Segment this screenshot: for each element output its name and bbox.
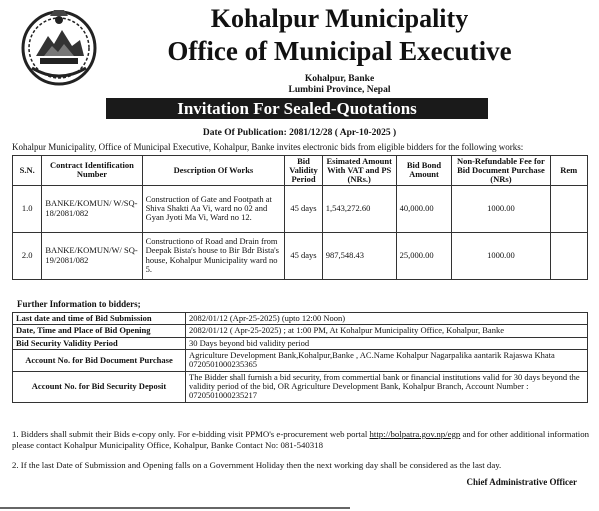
info-label: Date, Time and Place of Bid Opening (13, 325, 186, 337)
table-row (13, 325, 588, 337)
address-line-1: Kohalpur, Banke (304, 74, 375, 84)
cell-estimated-amount: 1,543,272.60 (322, 185, 396, 232)
intro-text: Kohalpur Municipality, Office of Municipal Executive, Kohalpur, Banke invites electronic bids from eligible bidders for the following works: (12, 142, 524, 152)
info-value: The Bidder shall furnish a bid security, from commertial bank or financial institutions valid for 30 days beyond the validity period of the bid, OR Agriculture Development Bank, Kohalpur Branch, Account Number : 0720501000235217 (186, 371, 588, 402)
cell-validity: 45 days (285, 185, 322, 232)
col-header-contract-id: Contract Identification Number (42, 156, 142, 186)
col-header-bid-bond: Bid Bond Amount (396, 156, 452, 186)
publication-date: Date Of Publication: 2081/12/28 ( Apr-10-2025 ) (202, 128, 397, 138)
cell-contract-id: BANKE/KOMUN/W/ SQ-19/2081/082 (42, 232, 142, 279)
info-value: 2082/01/12 ( Apr-25-2025) ; at 1:00 PM, At Kohalpur Municipality Office, Kohalpur, Banke (186, 325, 588, 337)
municipality-name: Kohalpur Municipality (210, 4, 469, 33)
table-header-row (13, 156, 588, 186)
col-header-fee: Non-Refundable Fee for Bid Document Purchase (NRs) (452, 156, 550, 186)
col-header-description: Description Of Works (142, 156, 285, 186)
note-1 (12, 429, 592, 451)
cell-fee: 1000.00 (452, 185, 550, 232)
works-table (12, 155, 588, 280)
table-row (13, 371, 588, 402)
cell-description: Construction of Gate and Footpath at Shiva Shakti Aa Vi, ward no 02 and Gyan Jyoti Ma Vi, Ward no 12. (142, 185, 285, 232)
cell-bid-bond: 25,000.00 (396, 232, 452, 279)
further-info-table (12, 312, 588, 403)
note-2: 2. If the last Date of Submission and Opening falls on a Government Holiday then the next working day shall be considered as the last day. (12, 460, 502, 470)
cell-bid-bond: 40,000.00 (396, 185, 452, 232)
info-value: 30 Days beyond bid validity period (186, 337, 588, 349)
col-header-sn: S.N. (13, 156, 42, 186)
cell-remarks (550, 232, 588, 279)
notice-title-banner: Invitation For Sealed-Quotations (106, 98, 488, 119)
note-1-text-pre: 1. Bidders shall submit their Bids e-copy only. For e-bidding visit PPMO's e-procurement web portal (12, 429, 370, 439)
egp-portal-link[interactable]: http://bolpatra.gov.np/egp (369, 429, 461, 439)
info-label: Account No. for Bid Document Purchase (13, 350, 186, 372)
note-1-text-post: and for other additional information please contact Kohalpur Municipality Office, Kohalpur, Banke Contact No: 081-540318 (12, 429, 590, 450)
col-header-validity: Bid Validity Period (285, 156, 322, 186)
table-row (13, 337, 588, 349)
col-header-estimated-amount: Esimated Amount With VAT and PS (NRs.) (322, 156, 396, 186)
table-row (13, 185, 588, 232)
address-line-2: Lumbini Province, Nepal (288, 85, 391, 95)
info-label: Account No. for Bid Security Deposit (13, 371, 186, 402)
info-label: Bid Security Validity Period (13, 337, 186, 349)
cell-remarks (550, 185, 588, 232)
col-header-remarks: Rem (550, 156, 588, 186)
cell-sn: 1.0 (13, 185, 42, 232)
signature: Chief Administrative Officer (466, 477, 577, 487)
table-row (13, 313, 588, 325)
cell-description: Constructiono of Road and Drain from Deepak Bista's house to Bir Bdr Bista's house, Kohalpur Municipality ward no 5. (142, 232, 285, 279)
further-info-heading: Further Information to bidders; (17, 299, 141, 309)
cell-fee: 1000.00 (452, 232, 550, 279)
office-name: Office of Municipal Executive (167, 36, 512, 66)
info-label: Last date and time of Bid Submission (13, 313, 186, 325)
cell-sn: 2.0 (13, 232, 42, 279)
info-value: Agriculture Development Bank,Kohalpur,Banke , AC.Name Kohalpur Nagarpalika aantarik Rajaswa Khata 0720501000235365 (186, 350, 588, 372)
divider (0, 507, 350, 509)
table-row (13, 350, 588, 372)
cell-contract-id: BANKE/KOMUN/ W/SQ-18/2081/082 (42, 185, 142, 232)
info-value: 2082/01/12 (Apr-25-2025) (upto 12:00 Noon) (186, 313, 588, 325)
table-row (13, 232, 588, 279)
cell-estimated-amount: 987,548.43 (322, 232, 396, 279)
cell-validity: 45 days (285, 232, 322, 279)
